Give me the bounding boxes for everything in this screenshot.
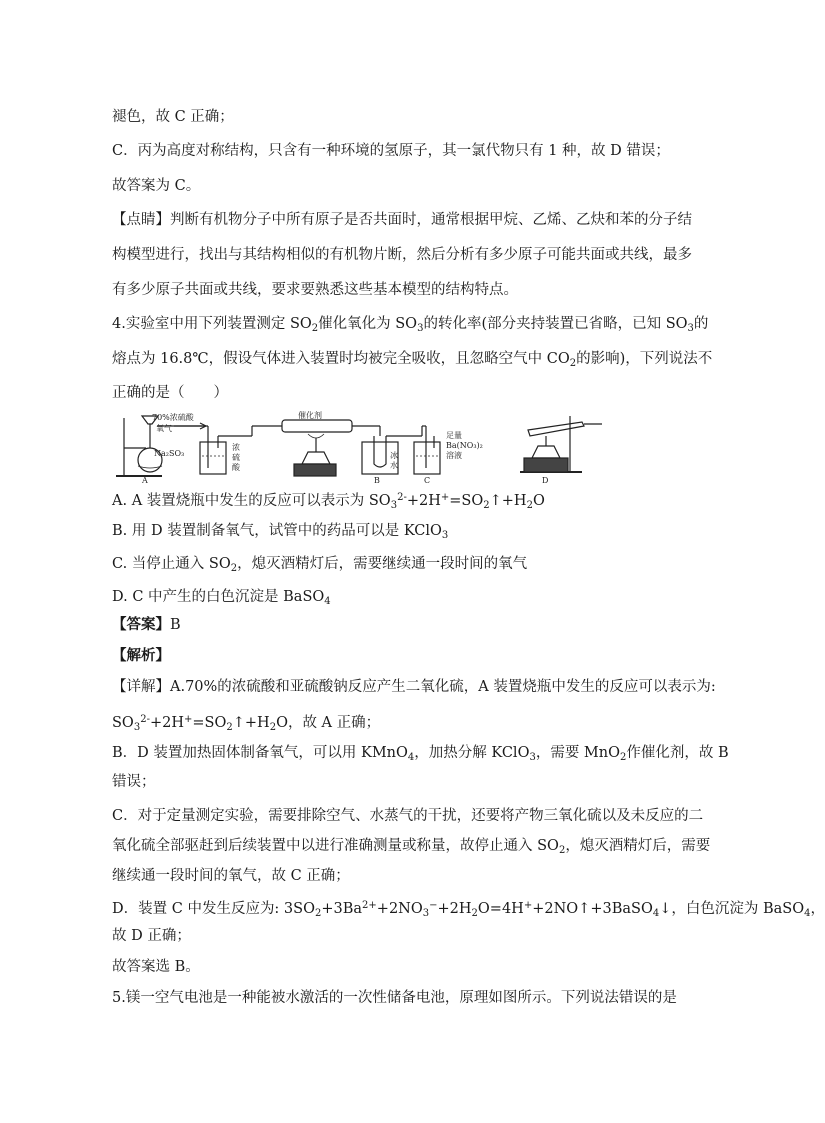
label-catalyst: 催化剂: [298, 411, 322, 420]
text-line: 有多少原子共面或共线，要求要熟悉这些基本模型的结构特点。: [112, 282, 518, 298]
analysis-label: 【解析】: [112, 647, 170, 664]
detail-line: 继续通一段时间的氧气，故 C 正确；: [112, 868, 350, 884]
label-ice: 水: [390, 461, 398, 470]
bottle-c: [414, 426, 440, 474]
label-b: B: [374, 476, 380, 485]
question-5: 5.镁一空气电池是一种能被水激活的一次性储备电池，原理如图所示。下列说法错误的是: [112, 990, 677, 1006]
detail-line: 故答案选 B。: [112, 959, 200, 975]
detail-line: C．对于定量测定实验，需要排除空气、水蒸气的干扰，还要将产物三氧化硫以及未反应的二: [112, 808, 704, 824]
option-a: A. A 装置烧瓶中发生的反应可以表示为 $SO_3^{2-}+2H^+=SO_2↑+H_2O$: [112, 492, 545, 511]
apparatus-d: [520, 416, 602, 472]
tip-line: 【点睛】判断有机物分子中所有原子是否共面时，通常根据甲烷、乙烯、乙炔和苯的分子结: [112, 212, 692, 228]
label-excess: 足量: [446, 431, 462, 440]
label-a: A: [142, 476, 148, 485]
label-conc: 浓: [232, 443, 240, 452]
detail-line: 故 D 正确；: [112, 928, 191, 944]
detail-line: B．D 装置加热固体制备氧气，可以用 KMnO$_4$，加热分解 KClO$_3$，需要 MnO$_2$作催化剂，故 B: [112, 745, 729, 763]
label-oxygen: 氧气: [156, 424, 172, 433]
label-ice: 冰: [390, 451, 398, 460]
label-conc: 酸: [232, 463, 240, 472]
question-4-line-2: 熔点为 16.8℃，假设气体进入装置时均被完全吸收，且忽略空气中 $CO_2$的影响)，下列说法不: [112, 351, 713, 369]
catalyst-tube: [252, 420, 380, 476]
detail-line: 错误；: [112, 774, 156, 790]
detail-line: 【详解】A.70%的浓硫酸和亚硫酸钠反应产生二氧化硫，A 装置烧瓶中发生的反应可以表示为:: [112, 679, 716, 695]
label-conc: 硫: [232, 453, 240, 462]
label-c: C: [424, 476, 431, 485]
option-c: C. 当停止通入 $SO_2$，熄灭酒精灯后，需要继续通一段时间的氧气: [112, 556, 528, 574]
answer-line: [112, 615, 181, 635]
wash-bottle: [200, 426, 252, 474]
detail-line: $SO_3^{2-}+2H^+=SO_2↑+H_2O$，故 A 正确；: [112, 714, 381, 733]
text-line: C．丙为高度对称结构，只含有一种环境的氢原子，其一氯代物只有 1 种，故 D 错误；: [112, 143, 670, 159]
label-ba-nitrate: Ba(NO₃)₂: [446, 441, 483, 450]
question-4-line-1: 4.实验室中用下列装置测定 $SO_2$催化氧化为 $SO_3$的转化率(部分夹持装置已省略，已知 $SO_3$的: [112, 316, 709, 334]
label-na2so3: Na₂SO₃: [154, 449, 185, 458]
answer-label: 【答案】: [112, 616, 170, 633]
label-d: D: [542, 476, 549, 485]
detail-line: D．装置 C 中发生反应为: $3SO_2+3Ba^{2+}+2NO_3^-+2H_2O=4H^++2NO↑+3BaSO_4↓$，白色沉淀为 BaSO$_4$，: [112, 900, 825, 919]
text-line: 构模型进行，找出与其结构相似的有机物片断，然后分析有多少原子可能共面或共线，最多: [112, 247, 692, 263]
label-acid: 70%浓硫酸: [152, 413, 194, 422]
option-d: D. C 中产生的白色沉淀是 BaSO$_4$: [112, 589, 331, 607]
apparatus-figure: [112, 412, 612, 484]
detail-line: 氧化硫全部驱赶到后续装置中以进行准确测量或称量，故停止通入 $SO_2$，熄灭酒精灯后，需要: [112, 838, 711, 856]
text-line: 故答案为 C。: [112, 178, 201, 194]
question-4-line-3: 正确的是（ ）: [112, 385, 228, 401]
label-solution: 溶液: [446, 451, 462, 460]
option-b: B. 用 D 装置制备氧气，试管中的药品可以是 KClO$_3$: [112, 523, 449, 541]
text-line: 褪色，故 C 正确；: [112, 109, 234, 125]
answer-value: B: [170, 617, 181, 633]
